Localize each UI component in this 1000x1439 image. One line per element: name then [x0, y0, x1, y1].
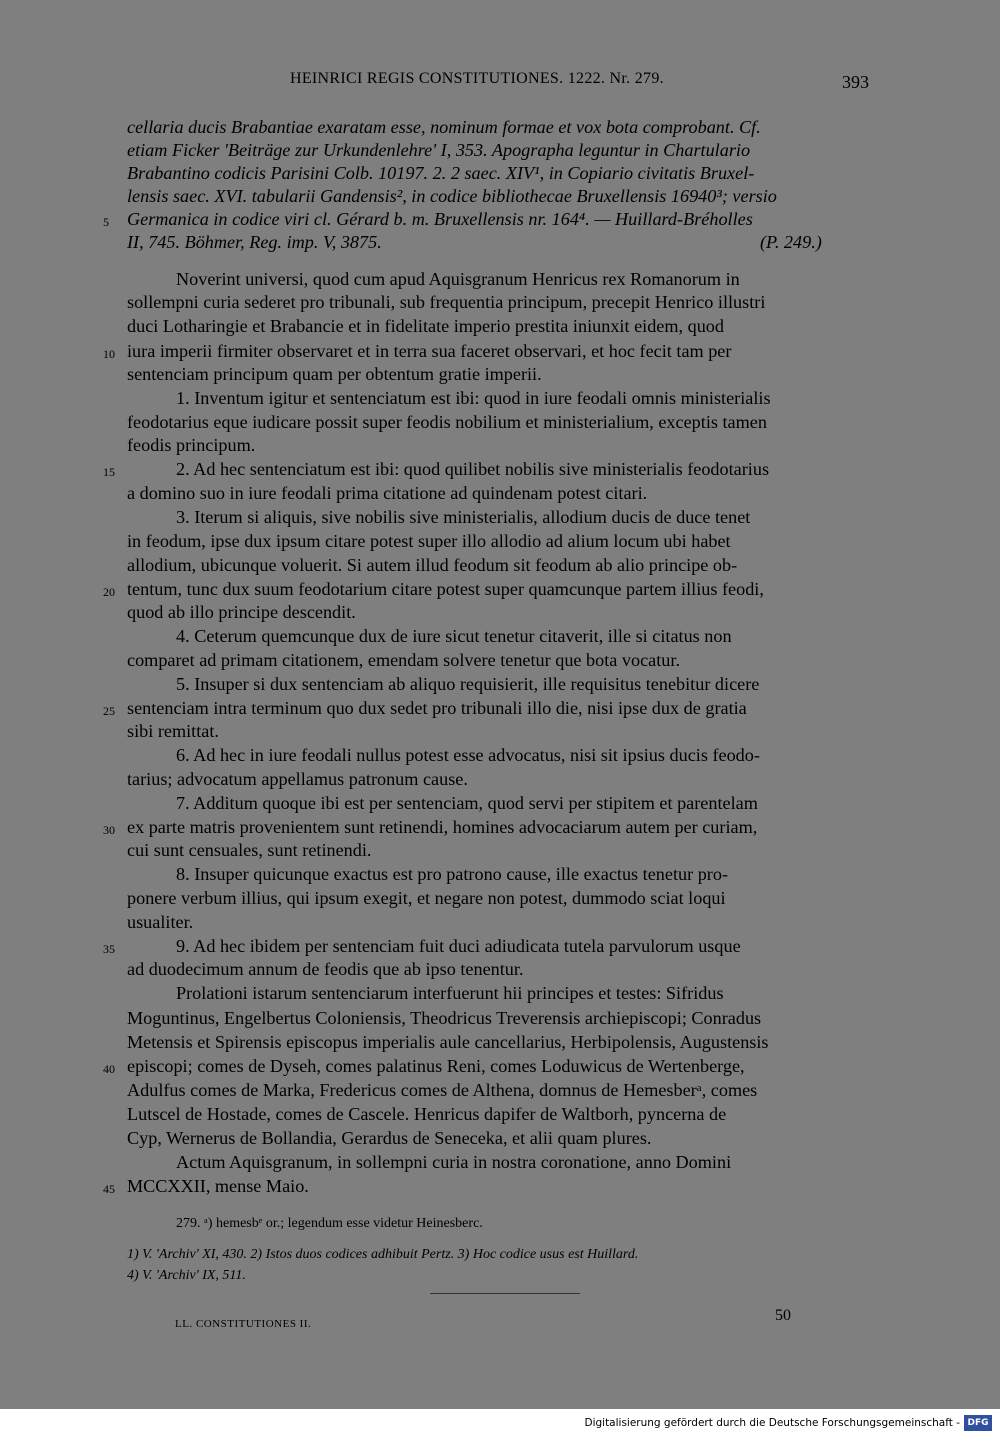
- intro-line: II, 745. Böhmer, Reg. imp. V, 3875.: [127, 232, 382, 252]
- body-line: sollempni curia sederet pro tribunali, sub frequentia principum, precepit Henrico illustri: [127, 292, 766, 312]
- body-line: sentenciam principum quam per obtentum gratie imperii.: [127, 364, 542, 384]
- line-number: 40: [103, 1062, 115, 1076]
- body-line: ponere verbum illius, qui ipsum exegit, et negare non potest, dummodo sciat loqui: [127, 888, 726, 908]
- page-number: 393: [842, 72, 869, 92]
- body-line: 6. Ad hec in iure feodali nullus potest esse advocatus, nisi sit ipsius ducis feodo-: [176, 745, 760, 765]
- intro-line: etiam Ficker 'Beiträge zur Urkundenlehre' I, 353. Apographa leguntur in Chartulario: [127, 140, 751, 160]
- body-line: 7. Additum quoque ibi est per sentenciam, quod servi per stipitem et parentelam: [176, 793, 758, 813]
- dfg-funding-text: Digitalisierung gefördert durch die Deutsche Forschungsgemeinschaft -: [584, 1417, 960, 1429]
- body-line: 2. Ad hec sentenciatum est ibi: quod quilibet nobilis sive ministerialis feodotarius: [176, 459, 770, 479]
- dfg-logo-icon[interactable]: DFG: [964, 1415, 992, 1431]
- volume-signature: LL. CONSTITUTIONES II.: [175, 1318, 312, 1330]
- body-line: comparet ad primam citationem, emendam solvere tenetur que bota vocatur.: [127, 650, 680, 670]
- body-line: iura imperii firmiter observaret et in terra sua faceret observari, et hoc fecit tam per: [127, 341, 732, 361]
- body-line: Noverint universi, quod cum apud Aquisgranum Henricus rex Romanorum in: [176, 269, 740, 289]
- body-line: 1. Inventum igitur et sentenciatum est ibi: quod in iure feodali omnis ministerialis: [176, 388, 771, 408]
- sheet-number: 50: [775, 1307, 791, 1324]
- body-line: feodis principum.: [127, 435, 256, 455]
- line-number: 20: [103, 585, 115, 599]
- body-line: ex parte matris provenientem sunt retinendi, homines advocaciarum autem per curiam,: [127, 817, 758, 837]
- body-line: a domino suo in iure feodali prima citatione ad quindenam potest citari.: [127, 483, 648, 503]
- body-line: quod ab illo principe descendit.: [127, 602, 356, 622]
- body-line: Cyp, Wernerus de Bollandia, Gerardus de Seneceka, et alii quam plures.: [127, 1128, 652, 1148]
- body-line: 9. Ad hec ibidem per sentenciam fuit duci adiudicata tutela parvulorum usque: [176, 936, 741, 956]
- line-number: 30: [103, 823, 115, 837]
- body-line: Adulfus comes de Marka, Fredericus comes de Althena, domnus de Hemesberᵃ, comes: [127, 1080, 758, 1100]
- scan-mark: [430, 1293, 580, 1294]
- body-line: duci Lotharingie et Brabancie et in fidelitate imperio prestita iniunxit eidem, quod: [127, 316, 724, 336]
- body-line: 3. Iterum si aliquis, sive nobilis sive ministerialis, allodium ducis de duce tenet: [176, 507, 751, 527]
- body-line: Metensis et Spirensis episcopus imperialis aule cancellarius, Herbipolensis, Augustensis: [127, 1032, 769, 1052]
- body-line: 5. Insuper si dux sentenciam ab aliquo requisierit, ille requisitus tenebitur dicere: [176, 674, 760, 694]
- line-number: 10: [103, 347, 115, 361]
- intro-line: Brabantino codicis Parisini Colb. 10197. 2. 2 saec. XIV¹, in Copiario civitatis Bruxel-: [127, 163, 755, 183]
- body-line: sentenciam intra terminum quo dux sedet pro tribunali illo die, nisi ipse dux de gratia: [127, 698, 747, 718]
- body-line: MCCXXII, mense Maio.: [127, 1176, 309, 1196]
- body-line: Lutscel de Hostade, comes de Cascele. Henricus dapifer de Waltborh, pyncerna de: [127, 1104, 727, 1124]
- body-line: 8. Insuper quicunque exactus est pro patrono cause, ille exactus tenetur pro-: [176, 864, 729, 884]
- body-line: Moguntinus, Engelbertus Coloniensis, Theodricus Treverensis archiepiscopi; Conradus: [127, 1008, 762, 1028]
- body-line: episcopi; comes de Dyseh, comes palatinus Reni, comes Loduwicus de Wertenberge,: [127, 1056, 745, 1076]
- line-number: 25: [103, 704, 115, 718]
- line-number: 15: [103, 465, 115, 479]
- footnote-line: 4) V. 'Archiv' IX, 511.: [127, 1268, 246, 1283]
- running-title: HEINRICI REGIS CONSTITUTIONES. 1222. Nr. 279.: [290, 70, 664, 87]
- body-line: tentum, tunc dux suum feodotarium citare potest super quamcunque partem illius feodi,: [127, 579, 764, 599]
- body-line: ad duodecimum annum de feodis que ab ipso tenentur.: [127, 959, 524, 979]
- body-line: 4. Ceterum quemcunque dux de iure sicut tenetur citaverit, ille si citatus non: [176, 626, 732, 646]
- dfg-funding-bar: [0, 1409, 1000, 1439]
- footnote-a: 279. ᵃ) hemesbᵉ or.; legendum esse videtur Heinesberc.: [176, 1216, 483, 1231]
- intro-line: cellaria ducis Brabantiae exaratam esse, nominum formae et vox bota comprobant. Cf.: [127, 117, 761, 137]
- body-line: usualiter.: [127, 912, 194, 932]
- body-line: in feodum, ipse dux ipsum citare potest super illo allodio ad alium locum ubi habet: [127, 531, 731, 551]
- body-line: Prolationi istarum sentenciarum interfuerunt hii principes et testes: Sifridus: [176, 983, 724, 1003]
- body-line: feodotarius eque iudicare possit super feodis nobilium et ministerialium, exceptis tamen: [127, 412, 767, 432]
- body-line: cui sunt censuales, sunt retinendi.: [127, 840, 372, 860]
- line-number: 5: [103, 215, 109, 229]
- intro-line: Germanica in codice viri cl. Gérard b. m. Bruxellensis nr. 164⁴. — Huillard-Bréholles: [127, 209, 753, 229]
- footnote-line: 1) V. 'Archiv' XI, 430. 2) Istos duos codices adhibuit Pertz. 3) Hoc codice usus est Huillard.: [127, 1247, 639, 1262]
- body-line: sibi remittat.: [127, 721, 219, 741]
- body-line: tarius; advocatum appellamus patronum cause.: [127, 769, 468, 789]
- body-line: Actum Aquisgranum, in sollempni curia in nostra coronatione, anno Domini: [176, 1152, 732, 1172]
- intro-reference: (P. 249.): [760, 232, 822, 252]
- intro-line: lensis saec. XVI. tabularii Gandensis², in codice bibliothecae Bruxellensis 16940³; versio: [127, 186, 777, 206]
- line-number: 35: [103, 942, 115, 956]
- line-number: 45: [103, 1182, 115, 1196]
- body-line: allodium, ubicunque voluerit. Si autem illud feodum sit feodum ab alio principe ob-: [127, 555, 738, 575]
